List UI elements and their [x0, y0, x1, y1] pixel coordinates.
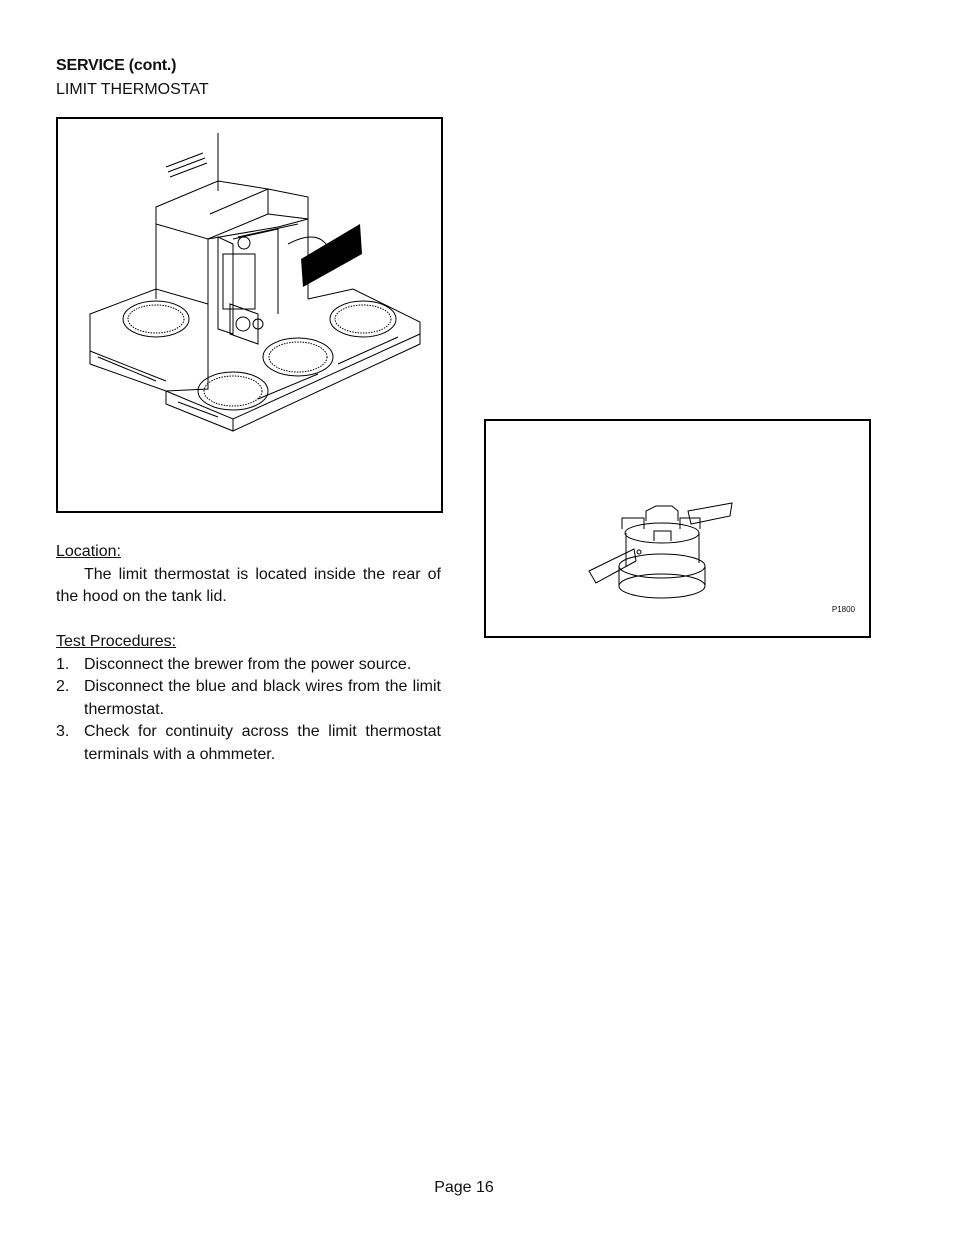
step-number: 1. — [56, 655, 70, 673]
step-text: Check for continuity across the limit thermostat terminals with a ohmmeter. — [84, 723, 441, 763]
brewer-assembly-illustration — [58, 119, 441, 511]
section-heading: SERVICE (cont.) — [56, 57, 177, 74]
location-text: The limit thermostat is located inside the rear of the hood on the tank lid. — [56, 565, 441, 605]
page-footer — [0, 1179, 954, 1197]
list-item — [56, 721, 441, 766]
list-item — [56, 654, 441, 677]
procedure-list — [56, 654, 441, 767]
test-procedures-heading: Test Procedures: — [56, 633, 177, 650]
thermostat-figure — [484, 419, 871, 638]
section-subheading: LIMIT THERMOSTAT — [56, 81, 209, 98]
step-text: Disconnect the brewer from the power source. — [84, 655, 412, 673]
list-item — [56, 676, 441, 721]
figure-label: P1800 — [831, 605, 855, 614]
step-text: Disconnect the blue and black wires from the limit thermostat. — [84, 678, 441, 718]
page-number: Page 16 — [434, 1179, 494, 1196]
location-section — [56, 541, 441, 609]
step-number: 3. — [56, 723, 70, 740]
step-number: 2. — [56, 678, 70, 695]
brewer-figure — [56, 117, 443, 513]
test-procedures-section — [56, 631, 441, 766]
limit-thermostat-illustration — [486, 421, 869, 636]
location-heading: Location: — [56, 543, 121, 560]
